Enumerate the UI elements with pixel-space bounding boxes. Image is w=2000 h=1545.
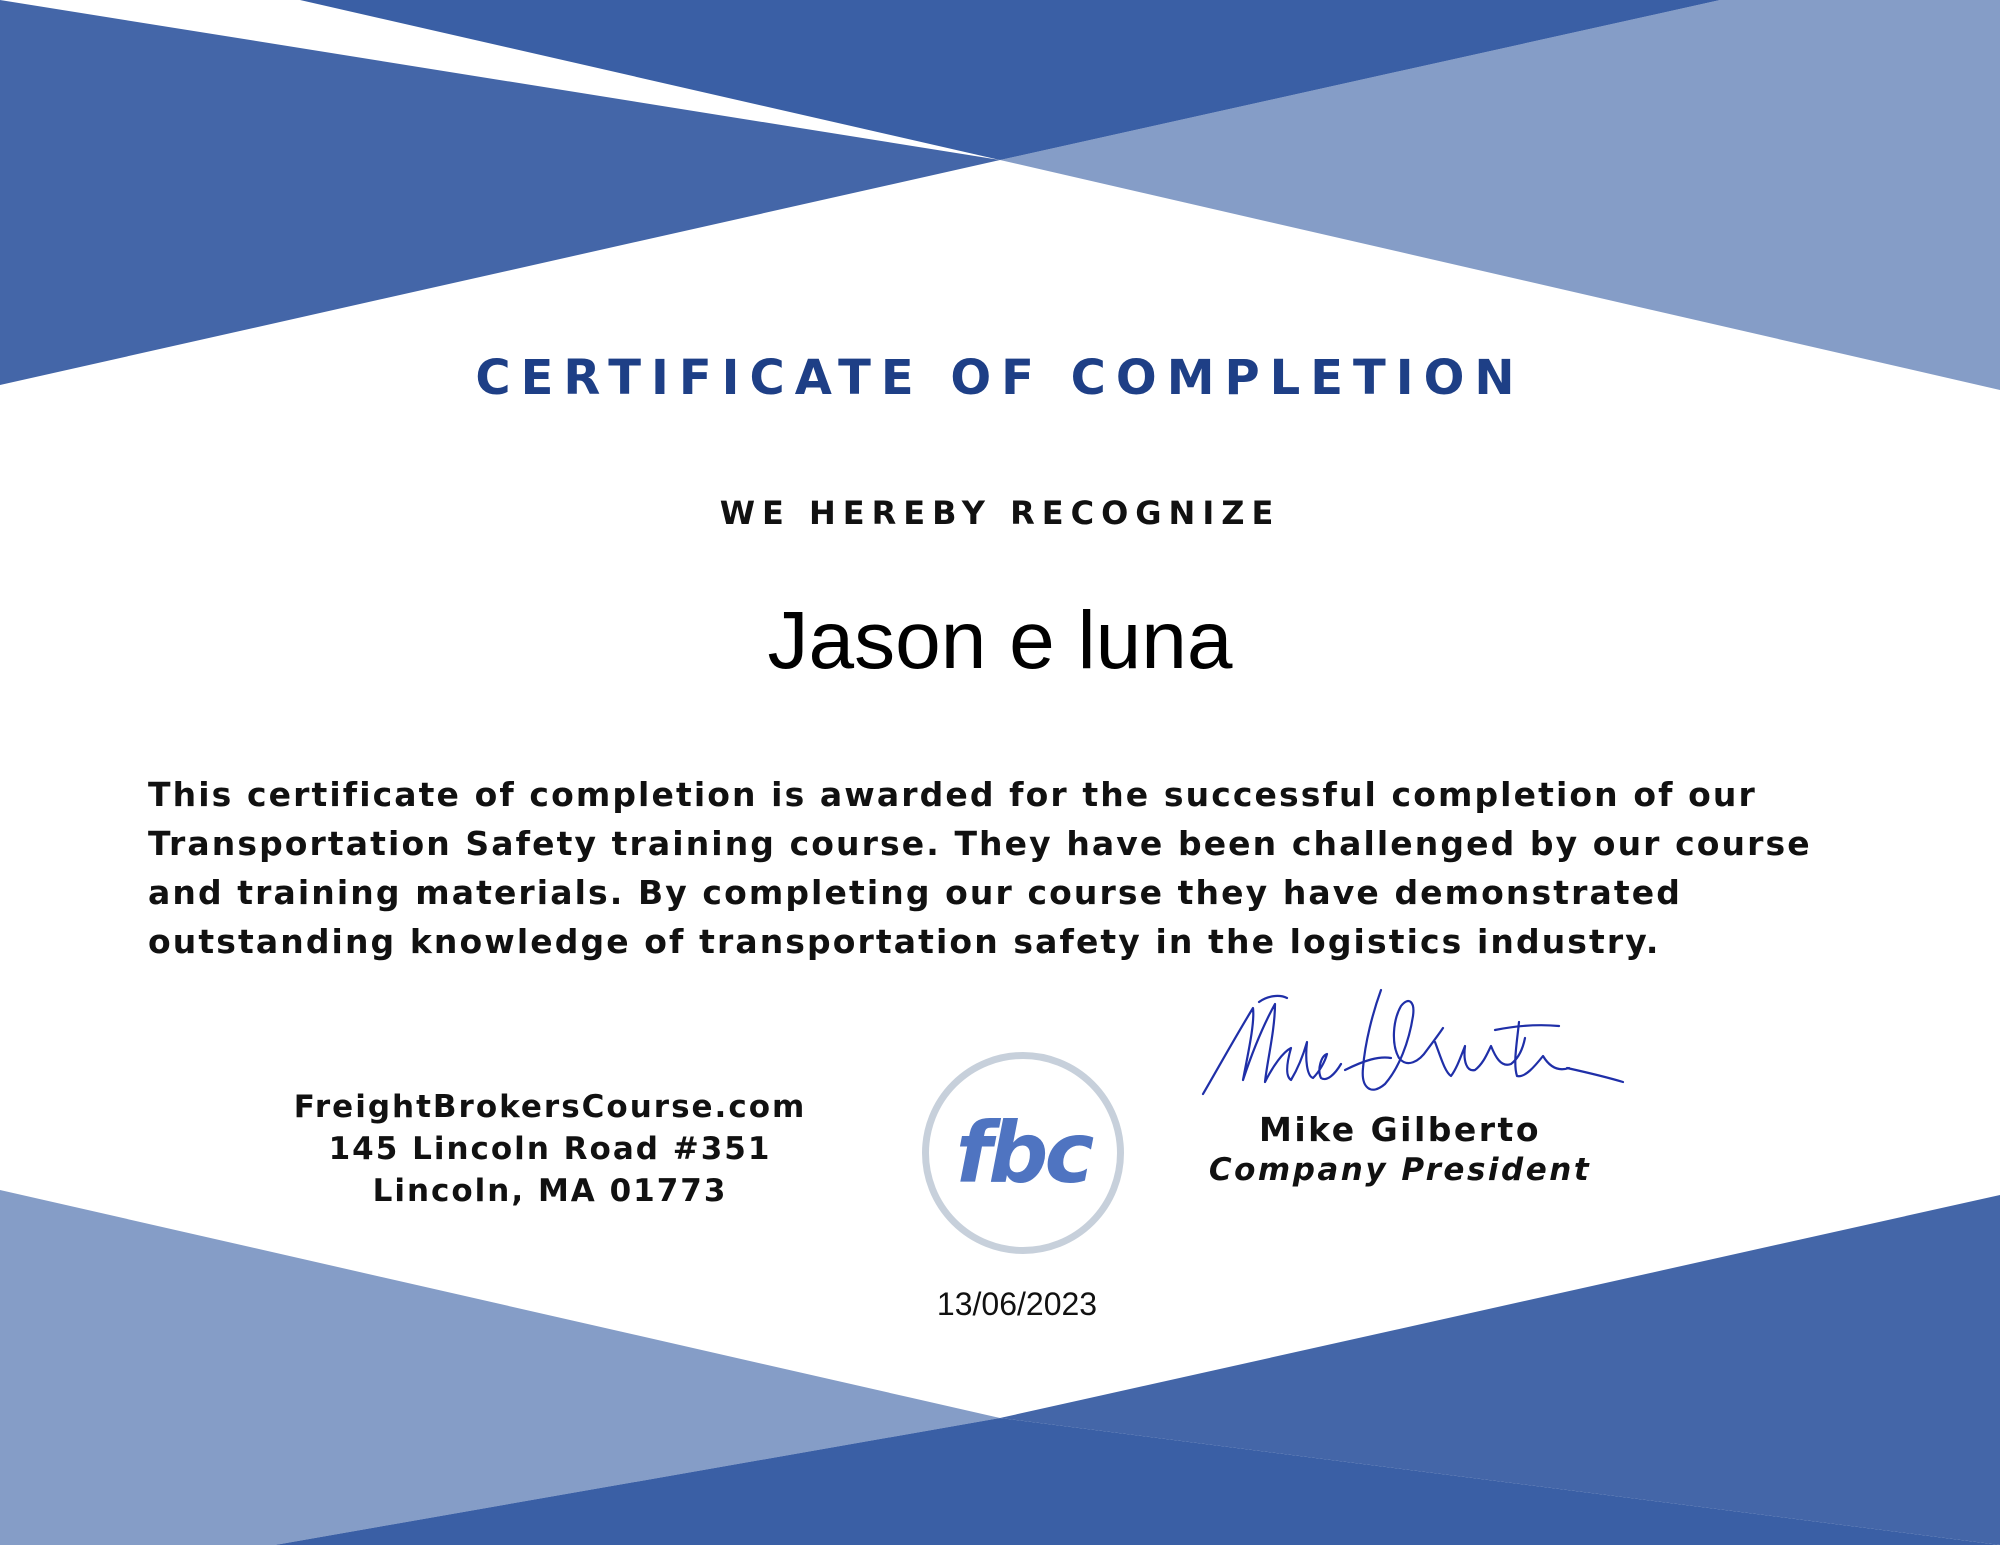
issuer-address-line2: Lincoln, MA 01773 — [372, 1173, 728, 1209]
fbc-logo-text: fbc — [955, 1104, 1091, 1202]
issuer-website: FreightBrokersCourse.com — [293, 1089, 807, 1125]
signature — [1195, 972, 1625, 1112]
signer-title: Company President — [1208, 1152, 1592, 1188]
certificate-title: CERTIFICATE OF COMPLETION — [475, 350, 1525, 406]
issuer-address-block — [230, 1086, 870, 1212]
recognition-heading: WE HEREBY RECOGNIZE — [719, 494, 1281, 532]
certificate-description: This certificate of completion is awarded for the successful completion of our Transportation Safety training course. They have been challenged by our course and training materials. By completing our course they have demonstrated outstanding knowledge of transportation safety in the logistics industry. — [148, 775, 1812, 961]
issue-date: 13/06/2023 — [936, 1286, 1098, 1322]
fbc-logo — [922, 1052, 1124, 1254]
signer-name: Mike Gilberto — [1258, 1110, 1541, 1149]
recipient-name: Jason e luna — [767, 595, 1233, 686]
issuer-address-line1: 145 Lincoln Road #351 — [328, 1131, 772, 1167]
